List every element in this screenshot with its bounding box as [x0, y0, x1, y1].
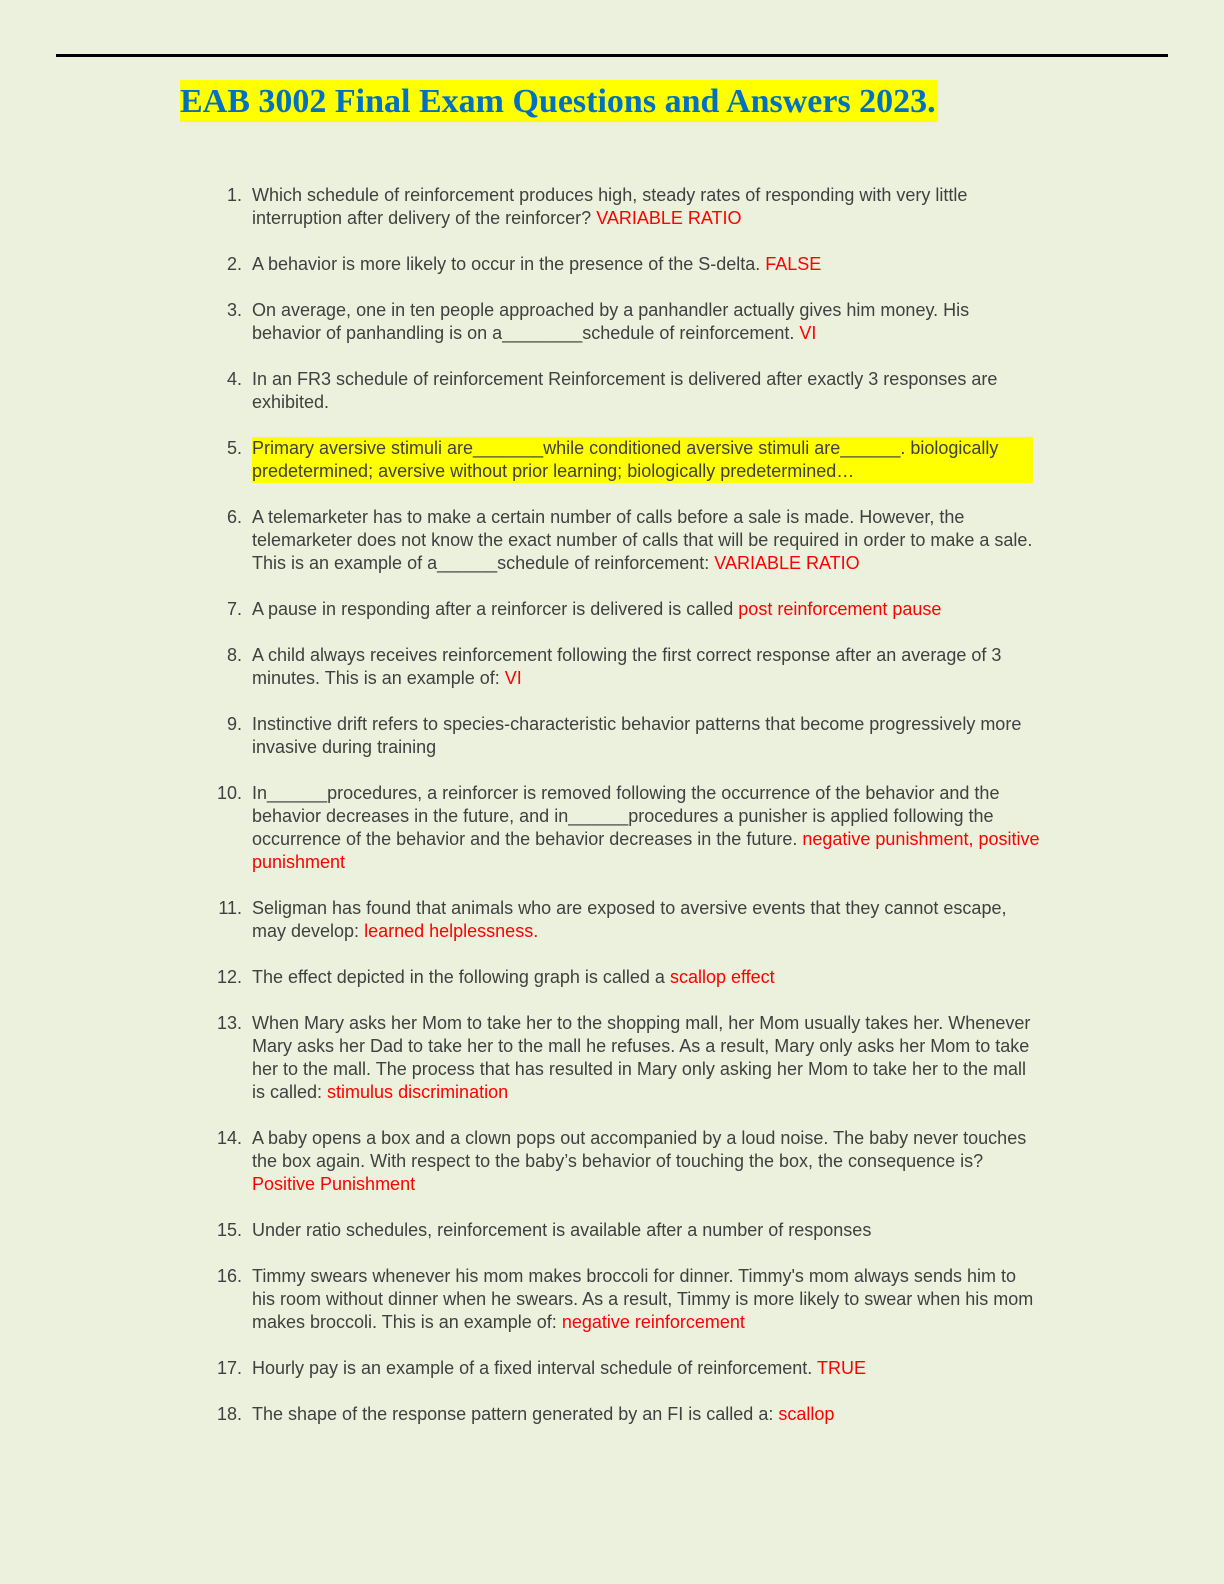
- document-title: EAB 3002 Final Exam Questions and Answers 2023.: [180, 80, 938, 122]
- answer-text: VARIABLE RATIO: [714, 553, 860, 573]
- question-text: When Mary asks her Mom to take her to the shopping mall, her Mom usually takes her. Whenever Mary asks her Dad to take her to the mall he refuses. As a result, Mary only asks her Mom to take her to the mall. The process that has resulted in Mary only asking her Mom to take her to the mall is called:: [252, 1013, 1031, 1102]
- question-body: [252, 966, 1042, 989]
- question-body: [252, 253, 1042, 276]
- answer-text: VI: [799, 323, 817, 343]
- question-number: 18.: [216, 1404, 242, 1424]
- answer-text: stimulus discrimination: [327, 1082, 509, 1102]
- question-text: Hourly pay is an example of a fixed interval schedule of reinforcement.: [252, 1358, 813, 1378]
- question-item: [210, 1012, 1050, 1104]
- question-number: 8.: [226, 645, 242, 665]
- question-text: In______procedures, a reinforcer is removed following the occurrence of the behavior and the behavior decreases in the future, and in______procedures a punisher is applied following the occurrence of the behavior and the behavior decreases in the future.: [252, 783, 1000, 849]
- question-item: [210, 897, 1050, 943]
- answer-text: learned helplessness.: [364, 921, 539, 941]
- question-body: [252, 1127, 1042, 1196]
- question-number: 1.: [226, 185, 242, 205]
- question-text: A telemarketer has to make a certain number of calls before a sale is made. However, the telemarketer does not know the exact number of calls that will be required in order to make a sale. This is an example of a______schedule of reinforcement:: [252, 507, 1033, 573]
- question-body: [252, 713, 1042, 759]
- question-body: [252, 1265, 1042, 1334]
- question-number: 11.: [218, 898, 242, 918]
- question-text: A baby opens a box and a clown pops out accompanied by a loud noise. The baby never touches the box again. With respect to the baby’s behavior of touching the box, the consequence is?: [252, 1128, 1027, 1171]
- answer-text: Positive Punishment: [252, 1174, 416, 1194]
- question-item: [210, 1403, 1050, 1426]
- question-text: Seligman has found that animals who are exposed to aversive events that they cannot escape, may develop:: [252, 898, 1007, 941]
- answer-text: negative punishment, positive punishment: [252, 829, 1040, 872]
- question-number: 10.: [216, 783, 242, 803]
- question-body: [252, 299, 1042, 345]
- question-item: [210, 644, 1050, 690]
- question-body: [252, 437, 1033, 483]
- answer-text: negative reinforcement: [561, 1312, 745, 1332]
- question-body: [252, 368, 1042, 414]
- answer-text: TRUE: [816, 1358, 866, 1378]
- question-item: [210, 184, 1050, 230]
- question-item: [210, 966, 1050, 989]
- question-text: A pause in responding after a reinforcer is delivered is called: [252, 599, 734, 619]
- question-body: [252, 1403, 1042, 1426]
- question-number: 3.: [226, 300, 242, 320]
- answer-text: VARIABLE RATIO: [596, 208, 742, 228]
- question-text: Timmy swears whenever his mom makes broccoli for dinner. Timmy's mom always sends him to his room without dinner when he swears. As a result, Timmy is more likely to swear when his mom makes broccoli. This is an example of:: [252, 1266, 1034, 1332]
- question-number: 12.: [216, 967, 242, 987]
- question-body: [252, 782, 1042, 874]
- question-item: [210, 713, 1050, 759]
- question-number: 9.: [226, 714, 242, 734]
- question-text: A child always receives reinforcement following the first correct response after an average of 3 minutes. This is an example of:: [252, 645, 1002, 688]
- question-number: 14.: [216, 1128, 242, 1148]
- question-item: [210, 1357, 1050, 1380]
- question-item: [210, 1127, 1050, 1196]
- question-body: [252, 1012, 1042, 1104]
- question-body: [252, 184, 1042, 230]
- question-item: [210, 299, 1050, 345]
- question-text: Primary aversive stimuli are_______while conditioned aversive stimuli are______. biologically predetermined; aversive without prior learning; biologically predetermined…: [252, 438, 999, 481]
- question-number: 16.: [216, 1266, 242, 1286]
- top-rule: [56, 54, 1168, 57]
- question-text: A behavior is more likely to occur in the presence of the S-delta.: [252, 254, 761, 274]
- question-item: [210, 1265, 1050, 1334]
- question-text: Which schedule of reinforcement produces high, steady rates of responding with very little interruption after delivery of the reinforcer?: [252, 185, 968, 228]
- question-item: [210, 598, 1050, 621]
- question-text: Under ratio schedules, reinforcement is available after a number of responses: [252, 1220, 872, 1240]
- question-item: [210, 1219, 1050, 1242]
- answer-text: VI: [504, 668, 522, 688]
- question-text: The shape of the response pattern generated by an FI is called a:: [252, 1404, 774, 1424]
- question-item: [210, 437, 1050, 483]
- question-item: [210, 782, 1050, 874]
- question-text: The effect depicted in the following graph is called a: [252, 967, 665, 987]
- answer-text: post reinforcement pause: [738, 599, 942, 619]
- question-number: 17.: [216, 1358, 242, 1378]
- question-body: [252, 1357, 1042, 1380]
- answer-text: scallop: [778, 1404, 835, 1424]
- question-number: 6.: [226, 507, 242, 527]
- question-item: [210, 253, 1050, 276]
- question-body: [252, 1219, 1042, 1242]
- question-list: [210, 184, 1050, 1449]
- question-item: [210, 506, 1050, 575]
- title-block: [180, 80, 938, 122]
- question-text: Instinctive drift refers to species-characteristic behavior patterns that become progressively more invasive during training: [252, 714, 1022, 757]
- question-number: 13.: [216, 1013, 242, 1033]
- question-body: [252, 644, 1042, 690]
- question-body: [252, 897, 1042, 943]
- question-item: [210, 368, 1050, 414]
- question-number: 5.: [226, 438, 242, 458]
- question-number: 7.: [226, 599, 242, 619]
- question-body: [252, 598, 1042, 621]
- answer-text: scallop effect: [669, 967, 775, 987]
- question-text: On average, one in ten people approached by a panhandler actually gives him money. His behavior of panhandling is on a________schedule of reinforcement.: [252, 300, 970, 343]
- question-text: In an FR3 schedule of reinforcement Reinforcement is delivered after exactly 3 responses are exhibited.: [252, 369, 998, 412]
- question-number: 2.: [226, 254, 242, 274]
- question-number: 4.: [226, 369, 242, 389]
- question-number: 15.: [216, 1220, 242, 1240]
- question-body: [252, 506, 1042, 575]
- answer-text: FALSE: [765, 254, 822, 274]
